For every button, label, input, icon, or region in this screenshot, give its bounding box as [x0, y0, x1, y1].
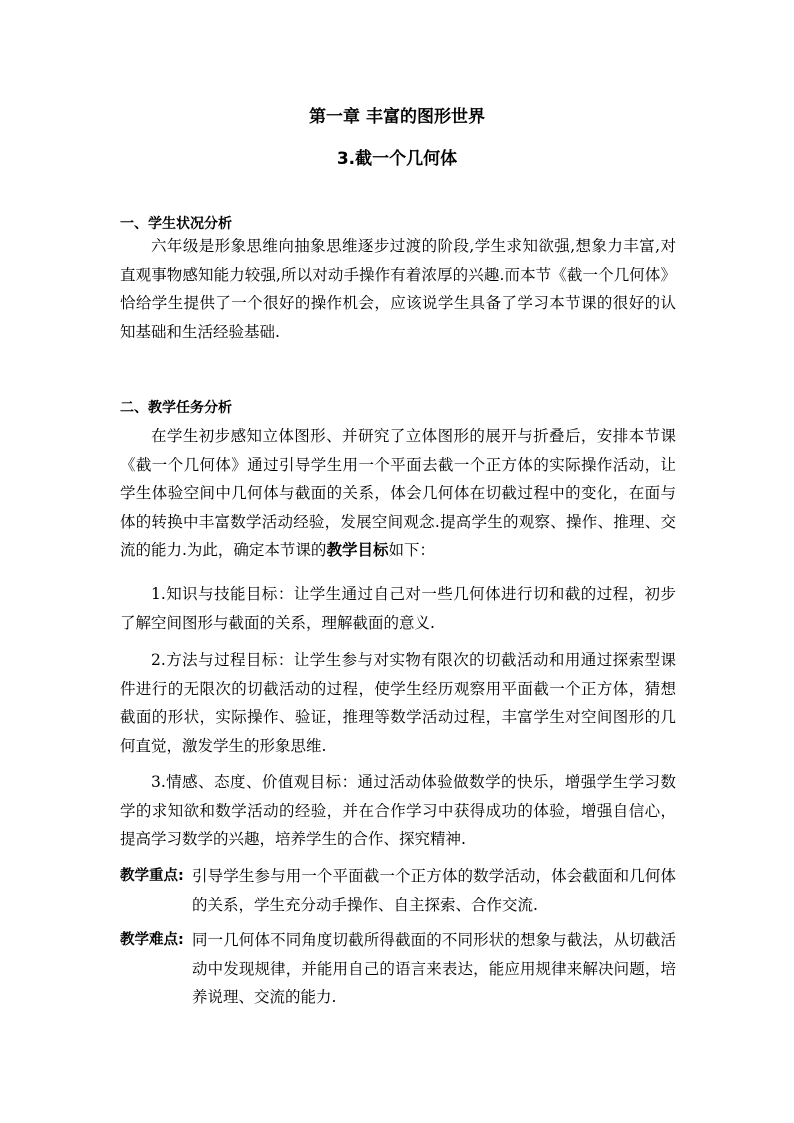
section-heading-task-analysis: 二、教学任务分析 — [120, 400, 232, 416]
difficulty-text: 同一几何体不同角度切截所得截面的不同形状的想象与截法，从切截活动中发现规律，并能用自己的语言来表达，能应用规律来解决问题，培养说理、交流的能力. — [192, 931, 676, 1006]
lesson-title: 3.截一个几何体 — [336, 149, 458, 169]
student-analysis-paragraph: 六年级是形象思维向抽象思维逐步过渡的阶段,学生求知欲强,想象力丰富,对直观事物感知能力较强,所以对动手操作有着浓厚的兴趣.而本节《截一个几何体》恰给学生提供了一个很好的操作机会，应该说学生具备了学习本节课的很好的认知基础和生活经验基础. — [120, 237, 676, 341]
teaching-difficulty — [120, 926, 676, 1012]
teaching-goals-term: 教学目标 — [326, 541, 389, 559]
difficulty-label: 教学难点: — [120, 932, 184, 948]
key-point-text: 引导学生参与用一个平面截一个正方体的数学活动，体会截面和几何体的关系，学生充分动手操作、自主探索、合作交流. — [192, 867, 676, 914]
goal-emotion-values: 3.情感、态度、价值观目标：通过活动体验做数学的快乐，增强学生学习数学的求知欲和数学活动的经验，并在合作学习中获得成功的体验，增强自信心，提高学习数学的兴趣，培养学生的合作、探究精神. — [120, 773, 676, 848]
goal-methods-process: 2.方法与过程目标：让学生参与对实物有限次的切截活动和用通过探索型课件进行的无限次的切截活动的过程，使学生经历观察用平面截一个正方体，猜想截面的形状，实际操作、验证，推理等数学活动过程，丰富学生对空间图形的几何直觉，激发学生的形象思维. — [120, 651, 676, 755]
chapter-title: 第一章 丰富的图形世界 — [309, 107, 485, 127]
teaching-key-point — [120, 862, 676, 919]
goal-knowledge-skills: 1.知识与技能目标：让学生通过自己对一些几何体进行切和截的过程，初步了解空间图形与截面的关系，理解截面的意义. — [120, 585, 676, 632]
task-analysis-text: 在学生初步感知立体图形、并研究了立体图形的展开与折叠后，安排本节课《截一个几何体》通过引导学生用一个平面去截一个正方体的实际操作活动，让学生体验空间中几何体与截面的关系，体会几何体在切截过程中的变化，在面与体的转换中丰富数学活动经验，发展空间观念.提高学生的观察、操作、推理、交流的能力.为此，确定本节课的 — [120, 427, 676, 559]
task-analysis-paragraph — [120, 422, 676, 565]
section-heading-student-analysis: 一、学生状况分析 — [120, 216, 232, 232]
task-analysis-tail: 如下： — [388, 541, 435, 559]
key-point-label: 教学重点: — [120, 868, 184, 884]
